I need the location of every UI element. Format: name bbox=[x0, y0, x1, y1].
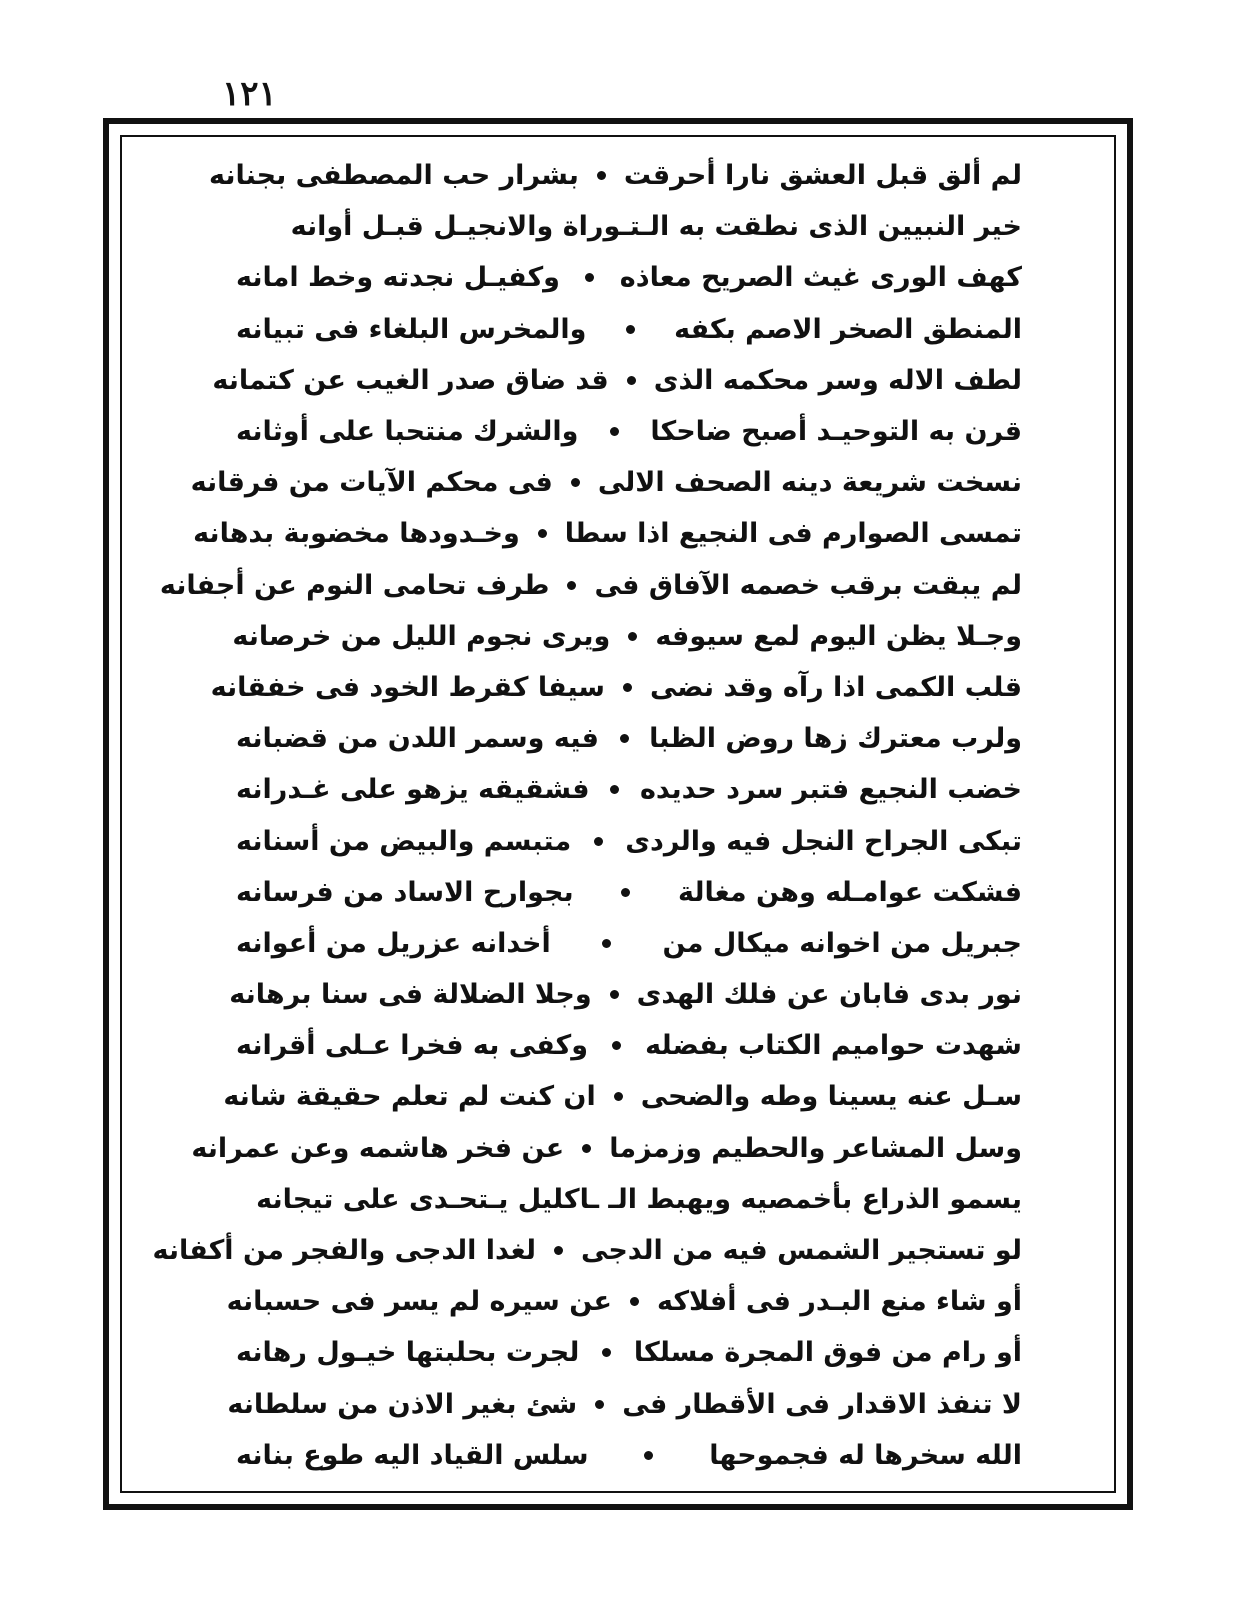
verse-first-hemistich: أو شاء منع البـدر فى أفلاكه bbox=[656, 1286, 1022, 1318]
verse-second-hemistich: وخـدودها مخضوبة بدهانه bbox=[193, 518, 520, 550]
hemistich-separator-dot bbox=[594, 837, 603, 846]
verse-second-hemistich: فى محكم الآيات من فرقانه bbox=[190, 467, 553, 499]
verse-second-hemistich: والمخرس البلغاء فى تبيانه bbox=[236, 313, 587, 345]
verse-second-hemistich: بجوارح الاساد من فرسانه bbox=[236, 876, 574, 908]
verse-first-hemistich: شهدت حواميم الكتاب بفضله bbox=[645, 1030, 1022, 1062]
verse-second-hemistich: والشرك منتحبا على أوثانه bbox=[236, 416, 579, 448]
poem-verses bbox=[152, 150, 1022, 1482]
hemistich-separator-dot bbox=[627, 376, 636, 385]
verse-first-hemistich: الله سخرها له فجموحها bbox=[709, 1439, 1022, 1471]
hemistich-separator-dot bbox=[538, 529, 547, 538]
verse-line bbox=[236, 1327, 1022, 1378]
verse-first-hemistich: ولرب معترك زها روض الظبا bbox=[649, 723, 1022, 755]
verse-line bbox=[236, 304, 1022, 355]
verse-line bbox=[226, 1276, 1022, 1327]
verse-line bbox=[191, 1123, 1022, 1174]
verse-first-hemistich: نسخت شريعة دينه الصحف الالى bbox=[597, 467, 1022, 499]
hemistich-separator-dot bbox=[620, 734, 629, 743]
verse-first-hemistich: لم ألق قبل العشق نارا أحرقت bbox=[623, 160, 1022, 192]
verse-first-hemistich: نور بدى فابان عن فلك الهدى bbox=[636, 979, 1022, 1011]
verse-full-line: خير النبيين الذى نطقت به الـتـوراة والانجيـل قبـل أوانه bbox=[290, 211, 1022, 243]
hemistich-separator-dot bbox=[567, 581, 576, 590]
verse-first-hemistich: قلب الكمى اذا رآه وقد نضى bbox=[649, 671, 1022, 703]
hemistich-separator-dot bbox=[610, 785, 619, 794]
verse-second-hemistich: سلس القياد اليه طوع بنانه bbox=[236, 1439, 589, 1471]
verse-second-hemistich: لغدا الدجى والفجر من أكفانه bbox=[152, 1235, 537, 1267]
verse-line bbox=[236, 764, 1022, 815]
verse-first-hemistich: أو رام من فوق المجرة مسلكا bbox=[633, 1337, 1022, 1369]
hemistich-separator-dot bbox=[602, 939, 611, 948]
hemistich-separator-dot bbox=[626, 325, 635, 334]
verse-second-hemistich: سيفا كقرط الخود فى خفقانه bbox=[210, 671, 605, 703]
verse-first-hemistich: لطف الاله وسر محكمه الذى bbox=[653, 364, 1022, 396]
verse-line bbox=[159, 560, 1022, 611]
verse-line bbox=[236, 201, 1022, 252]
hemistich-separator-dot bbox=[610, 427, 619, 436]
verse-second-hemistich: ويرى نجوم الليل من خرصانه bbox=[232, 620, 611, 652]
verse-line bbox=[236, 867, 1022, 918]
hemistich-separator-dot bbox=[571, 478, 580, 487]
verse-second-hemistich: عن سيره لم يسر فى حسبانه bbox=[226, 1286, 612, 1318]
verse-second-hemistich: طرف تحامى النوم عن أجفانه bbox=[159, 569, 550, 601]
verse-first-hemistich: لو تستجير الشمس فيه من الدجى bbox=[581, 1235, 1022, 1267]
verse-line bbox=[236, 713, 1022, 764]
verse-first-hemistich: لم يبقت برقب خصمه الآفاق فى bbox=[594, 569, 1022, 601]
verse-line bbox=[236, 252, 1022, 303]
verse-second-hemistich: وكفيـل نجدته وخط امانه bbox=[236, 262, 560, 294]
verse-second-hemistich: متبسم والبيض من أسنانه bbox=[236, 825, 572, 857]
verse-first-hemistich: لا تنفذ الاقدار فى الأقطار فى bbox=[622, 1388, 1022, 1420]
verse-first-hemistich: كهف الورى غيث الصريح معاذه bbox=[619, 262, 1022, 294]
hemistich-separator-dot bbox=[610, 990, 619, 999]
verse-line bbox=[236, 815, 1022, 866]
verse-first-hemistich: خضب النجيع فتبر سرد حديده bbox=[639, 774, 1022, 806]
verse-first-hemistich: جبريل من اخوانه ميكال من bbox=[662, 927, 1022, 959]
hemistich-separator-dot bbox=[554, 1246, 563, 1255]
hemistich-separator-dot bbox=[644, 1451, 653, 1460]
hemistich-separator-dot bbox=[628, 632, 637, 641]
verse-second-hemistich: لجرت بحلبتها خيـول رهانه bbox=[236, 1337, 580, 1369]
verse-line bbox=[229, 969, 1022, 1020]
verse-second-hemistich: أخدانه عزريل من أعوانه bbox=[236, 927, 551, 959]
verse-full-line: يسمو الذراع بأخمصيه ويهبط الـ ـاكليل يـتحـدى على تيجانه bbox=[256, 1183, 1022, 1215]
verse-line bbox=[236, 1430, 1022, 1481]
verse-second-hemistich: وكفى به فخرا عـلى أقرانه bbox=[236, 1030, 589, 1062]
hemistich-separator-dot bbox=[612, 1041, 621, 1050]
verse-second-hemistich: فيه وسمر اللدن من قضبانه bbox=[236, 723, 599, 755]
hemistich-separator-dot bbox=[597, 171, 606, 180]
verse-second-hemistich: بشرار حب المصطفى بجنانه bbox=[208, 160, 579, 192]
verse-second-hemistich: فشقيقه يزهو على غـدرانه bbox=[236, 774, 590, 806]
hemistich-separator-dot bbox=[585, 273, 594, 282]
hemistich-separator-dot bbox=[595, 1400, 604, 1409]
hemistich-separator-dot bbox=[623, 683, 632, 692]
verse-second-hemistich: ان كنت لم تعلم حقيقة شانه bbox=[223, 1081, 596, 1113]
verse-line bbox=[208, 150, 1022, 201]
verse-first-hemistich: فشكت عوامـله وهن مغالة bbox=[677, 876, 1022, 908]
verse-first-hemistich: وجـلا يظن اليوم لمع سيوفه bbox=[655, 620, 1022, 652]
hemistich-separator-dot bbox=[630, 1297, 639, 1306]
verse-second-hemistich: قد ضاق صدر الغيب عن كتمانه bbox=[212, 364, 609, 396]
verse-first-hemistich: سـل عنه يسينا وطه والضحى bbox=[640, 1081, 1022, 1113]
verse-line bbox=[236, 1174, 1022, 1225]
verse-first-hemistich: قرن به التوحيـد أصبح ضاحكا bbox=[650, 416, 1022, 448]
verse-first-hemistich: تبكى الجراح النجل فيه والردى bbox=[625, 825, 1022, 857]
verse-first-hemistich: المنطق الصخر الاصم بكفه bbox=[674, 313, 1022, 345]
verse-line bbox=[232, 611, 1022, 662]
verse-line bbox=[190, 457, 1022, 508]
verse-line bbox=[236, 918, 1022, 969]
verse-second-hemistich: عن فخر هاشمه وعن عمرانه bbox=[191, 1132, 565, 1164]
page-number: ١٢١ bbox=[222, 74, 277, 114]
hemistich-separator-dot bbox=[621, 888, 630, 897]
verse-second-hemistich: شئ بغير الاذن من سلطانه bbox=[227, 1388, 578, 1420]
verse-first-hemistich: وسل المشاعر والحطيم وزمزما bbox=[609, 1132, 1022, 1164]
verse-line bbox=[236, 1020, 1022, 1071]
verse-line bbox=[152, 1225, 1022, 1276]
hemistich-separator-dot bbox=[614, 1092, 623, 1101]
verse-line bbox=[236, 406, 1022, 457]
verse-first-hemistich: تمسى الصوارم فى النجيع اذا سطا bbox=[564, 518, 1022, 550]
hemistich-separator-dot bbox=[582, 1144, 591, 1153]
verse-line bbox=[223, 1071, 1022, 1122]
verse-line bbox=[193, 508, 1022, 559]
verse-line bbox=[210, 662, 1022, 713]
hemistich-separator-dot bbox=[602, 1348, 611, 1357]
verse-line bbox=[212, 355, 1022, 406]
verse-second-hemistich: وجلا الضلالة فى سنا برهانه bbox=[229, 979, 592, 1011]
verse-line bbox=[227, 1379, 1022, 1430]
